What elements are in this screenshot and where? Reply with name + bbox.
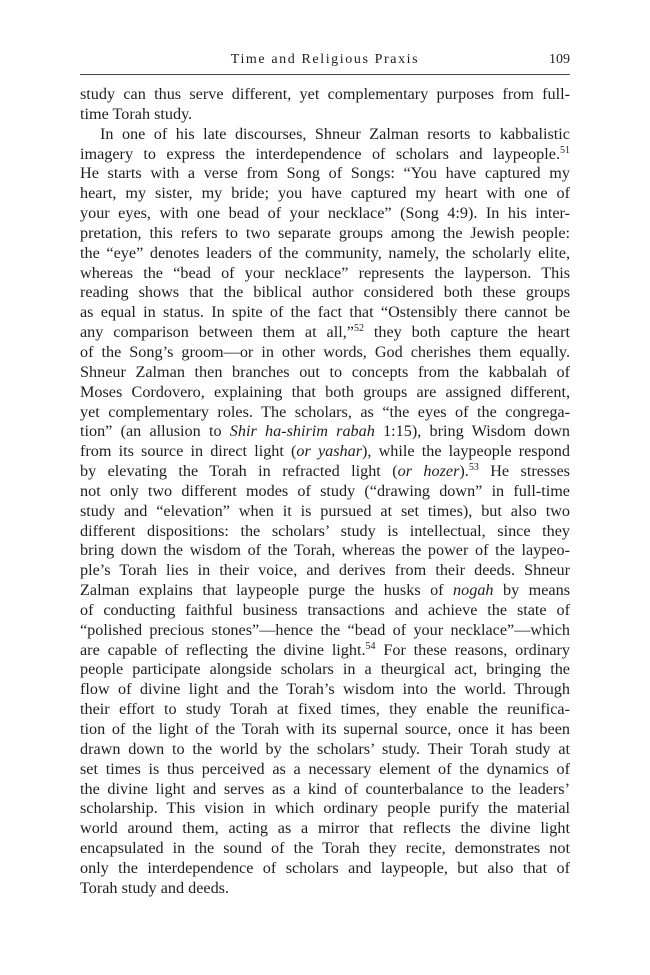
text-line — [80, 879, 570, 899]
text-run: yet complementary roles. The scholars, as “the eyes of the congrega- — [80, 402, 570, 421]
text-run: set times is thus perceived as a necessary element of the dynamics of — [80, 759, 570, 778]
text-line — [80, 819, 570, 839]
page-number: 109 — [549, 52, 570, 67]
body-text — [80, 85, 570, 899]
text-line — [80, 561, 570, 581]
text-line — [80, 125, 570, 145]
text-line — [80, 85, 570, 105]
text-line — [80, 184, 570, 204]
text-line — [80, 502, 570, 522]
italic-term: nogah — [453, 581, 494, 600]
text-run: imagery to express the interdependence of scholars and laypeople. — [80, 144, 560, 163]
text-line — [80, 859, 570, 879]
text-line — [80, 740, 570, 760]
text-run: He starts with a verse from Song of Songs: “You have captured my — [80, 164, 570, 183]
text-run: Zalman explains that laypeople purge the husks of — [80, 581, 454, 600]
text-line — [80, 204, 570, 224]
text-run: world around them, acting as a mirror that reflects the divine light — [80, 819, 570, 838]
text-run: heart, my sister, my bride; you have captured my heart with one of — [80, 184, 570, 203]
text-run: the “eye” denotes leaders of the community, namely, the scholarly elite, — [80, 243, 570, 262]
text-run: they both capture the heart — [363, 323, 570, 342]
header-rule — [80, 74, 570, 75]
paragraph — [80, 125, 570, 899]
text-run: tion” (an allusion to — [80, 422, 230, 441]
text-run: bring down the wisdom of the Torah, whereas the power of the laypeo- — [80, 541, 570, 560]
text-run: tion of the light of the Torah with its supernal source, once it has been — [80, 720, 570, 738]
text-run: encapsulated in the sound of the Torah they recite, demonstrates not — [80, 839, 570, 858]
text-run: 1:15), bring Wisdom down — [374, 422, 570, 441]
text-line — [80, 700, 570, 720]
text-line — [80, 680, 570, 700]
text-run: only the interdependence of scholars and laypeople, but also that of — [80, 858, 570, 877]
text-line — [80, 760, 570, 780]
text-run: are capable of reflecting the divine light. — [80, 640, 366, 659]
text-run: ). — [459, 462, 469, 481]
text-run: by means — [493, 581, 570, 600]
text-run: whereas the “bead of your necklace” represents the layperson. This — [80, 263, 570, 282]
text-line — [80, 105, 570, 125]
text-run: Torah study and deeds. — [80, 878, 230, 897]
text-line — [80, 323, 570, 343]
text-line — [80, 442, 570, 462]
text-run: Shneur Zalman then branches out to concepts from the kabbalah of — [80, 362, 570, 381]
text-run: of conducting faithful business transactions and achieve the state of — [80, 600, 570, 619]
text-line — [80, 343, 570, 363]
italic-term: or yashar — [296, 442, 363, 461]
text-run: study can thus serve different, yet complementary purposes from full- — [80, 85, 570, 103]
text-line — [80, 482, 570, 502]
footnote-ref: 53 — [468, 462, 479, 474]
text-run: not only two different modes of study (“drawing down” in full-time — [80, 481, 570, 500]
footnote-ref: 51 — [560, 144, 570, 156]
text-run: the divine light and serves as a kind of counterbalance to the leaders’ — [80, 779, 570, 798]
text-line — [80, 641, 570, 661]
text-run: their effort to study Torah at fixed times, they enable the reunifica- — [80, 700, 570, 719]
text-line — [80, 799, 570, 819]
text-line — [80, 244, 570, 264]
text-line — [80, 522, 570, 542]
text-line — [80, 383, 570, 403]
running-head — [80, 52, 570, 72]
text-run: “polished precious stones”—hence the “bead of your necklace”—which — [80, 620, 570, 639]
text-line — [80, 403, 570, 423]
footnote-ref: 52 — [353, 323, 364, 335]
text-run: as equal in status. In spite of the fact that “Ostensibly there cannot be — [80, 303, 570, 322]
text-line — [80, 780, 570, 800]
text-line — [80, 660, 570, 680]
text-run: He stresses — [478, 462, 570, 481]
text-line — [80, 145, 570, 165]
italic-term: Shir ha-shirim rabah — [229, 422, 375, 441]
text-line — [80, 224, 570, 244]
text-line — [80, 264, 570, 284]
text-run: of the Song’s groom—or in other words, God cherishes them equally. — [80, 342, 570, 361]
text-line — [80, 363, 570, 383]
text-line — [80, 462, 570, 482]
text-run: time Torah study. — [80, 104, 193, 123]
text-run: by elevating the Torah in refracted light ( — [80, 462, 398, 481]
text-run: people participate alongside scholars in a theurgical act, bringing the — [80, 660, 570, 679]
text-run: In one of his late discourses, Shneur Zalman resorts to kabbalistic — [100, 124, 570, 143]
text-run: different dispositions: the scholars’ study is intellectual, since they — [80, 521, 570, 540]
text-run: drawn down to the world by the scholars’ study. Their Torah study at — [80, 739, 570, 758]
text-run: ple’s Torah lies in their voice, and derives from their deeds. Shneur — [80, 561, 570, 580]
text-line — [80, 601, 570, 621]
text-line — [80, 720, 570, 740]
text-line — [80, 839, 570, 859]
text-run: flow of divine light and the Torah’s wisdom into the world. Through — [80, 680, 570, 699]
text-line — [80, 164, 570, 184]
text-line — [80, 283, 570, 303]
footnote-ref: 54 — [365, 640, 376, 652]
text-run: reading shows that the biblical author considered both these groups — [80, 283, 570, 302]
text-run: ), while the laypeople respond — [362, 442, 570, 461]
text-run: study and “elevation” when it is pursued at set times), but also two — [80, 501, 570, 520]
text-line — [80, 422, 570, 442]
text-line — [80, 303, 570, 323]
text-line — [80, 621, 570, 641]
running-title: Time and Religious Praxis — [230, 52, 420, 67]
italic-term: or hozer — [397, 462, 460, 481]
paragraph — [80, 85, 570, 125]
text-line — [80, 581, 570, 601]
text-run: Moses Cordovero, explaining that both groups are assigned different, — [80, 382, 570, 401]
text-run: scholarship. This vision in which ordinary people purify the material — [80, 799, 570, 818]
text-line — [80, 541, 570, 561]
text-run: any comparison between them at all,” — [80, 323, 354, 342]
text-run: from its source in direct light ( — [80, 442, 297, 461]
text-run: your eyes, with one bead of your necklace” (Song 4:9). In his inter- — [80, 204, 570, 223]
text-run: For these reasons, ordinary — [375, 640, 570, 659]
text-run: pretation, this refers to two separate groups among the Jewish people: — [80, 223, 570, 242]
